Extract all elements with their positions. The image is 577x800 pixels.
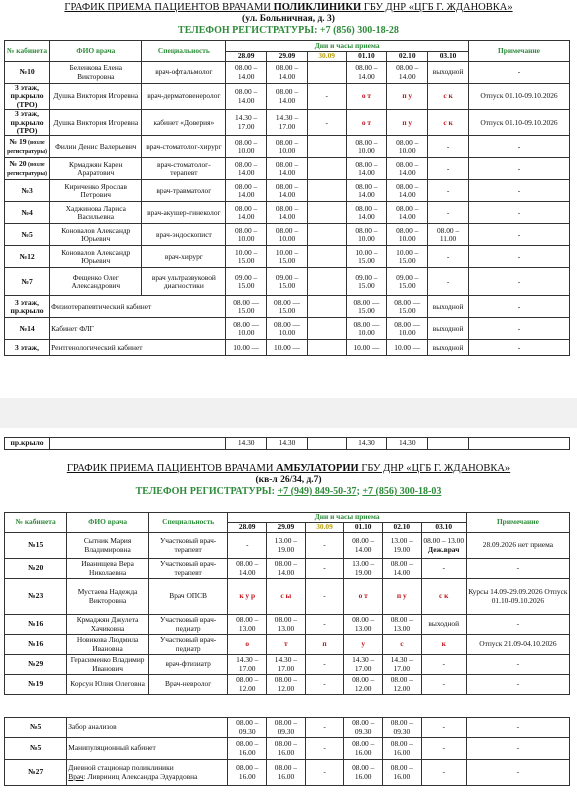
schedule-cell: у	[344, 635, 383, 655]
schedule-cell: 10.00 – 15.00	[387, 246, 428, 268]
cabinet-cell: №19	[5, 675, 67, 695]
table-row	[5, 738, 570, 760]
col-fio-header: ФИО врача	[67, 513, 149, 533]
table-row	[5, 224, 570, 246]
strip-day: 14.30	[267, 438, 308, 450]
specialty: Врач-невролог	[148, 675, 227, 695]
doctor-name: Корсун Юлия Олеговна	[67, 675, 149, 695]
polyclinic-address: (ул. Больничная, д. 3)	[242, 14, 335, 24]
note-cell: -	[468, 62, 569, 84]
schedule-cell: 08.00 – 14.00	[226, 158, 267, 180]
cabinet-name: Забор анализов	[67, 718, 228, 738]
table-row	[5, 202, 570, 224]
schedule-cell: п у	[387, 110, 428, 136]
cabinet-cell: №5	[5, 224, 50, 246]
schedule-cell: к	[421, 635, 466, 655]
table-row	[5, 760, 570, 786]
schedule-cell: 10.00 – 15.00	[267, 246, 308, 268]
cabinet-name: Дневной стационар поликлиники Врач: Ливриниц Александра Эдуардовна	[67, 760, 228, 786]
schedule-cell: 08.00 – 13.00	[228, 615, 267, 635]
note-cell: -	[468, 180, 569, 202]
col-days-header: Дни и часы приема	[228, 513, 466, 523]
specialty: врач-травматолог	[142, 180, 226, 202]
doctor-name: Душка Виктория Игоревна	[50, 84, 142, 110]
ambulatory-phone: ТЕЛЕФОН РЕГИСТРАТУРЫ: +7 (949) 849-50-37; +7 (856) 300-18-03	[135, 486, 442, 497]
note-cell: -	[468, 246, 569, 268]
note-cell: -	[466, 760, 569, 786]
strip-day: 14.30	[346, 438, 387, 450]
schedule-cell: -	[428, 202, 469, 224]
schedule-cell: с к	[421, 579, 466, 615]
schedule-cell: 08.00 – 14.00	[346, 158, 387, 180]
schedule-cell: 08.00 – 14.00	[267, 62, 308, 84]
cabinet-cell: №16	[5, 635, 67, 655]
col-spec-header: Специальность	[142, 41, 226, 62]
date-header: 29.09	[267, 52, 308, 62]
schedule-cell: 10.00 —	[267, 340, 308, 356]
schedule-cell: 08.00 – 14.00	[267, 158, 308, 180]
schedule-cell: 08.00 – 10.00	[226, 136, 267, 158]
schedule-cell: 08.00 – 14.00	[387, 180, 428, 202]
schedule-cell: о т	[346, 84, 387, 110]
doctor-name: Иванищева Вера Николаевна	[67, 559, 149, 579]
schedule-cell: с к	[428, 110, 469, 136]
schedule-cell: -	[305, 760, 344, 786]
schedule-cell: выходной	[428, 62, 469, 84]
table-row	[5, 718, 570, 738]
schedule-cell: 09.00 – 15.00	[267, 268, 308, 296]
schedule-cell: 08.00 – 14.00	[226, 62, 267, 84]
doctor-name: Крмаджян Карен Араратович	[50, 158, 142, 180]
cabinet-cell: №15	[5, 533, 67, 559]
schedule-cell: 08.00 – 13.00	[267, 615, 306, 635]
note-cell: Курсы 14.09-29.09.2026 Отпуск 01.10-09.10.2026	[466, 579, 569, 615]
schedule-cell: -	[428, 180, 469, 202]
schedule-cell: 08.00 — 15.00	[346, 296, 387, 318]
specialty: Участковый врач-терапевт	[148, 559, 227, 579]
doctor-name: Кириченко Ярослав Петрович	[50, 180, 142, 202]
cabinet-cell: №14	[5, 318, 50, 340]
page-break	[0, 398, 577, 428]
cabinet-cell: №4	[5, 202, 50, 224]
schedule-cell: -	[305, 615, 344, 635]
strip-note	[468, 438, 569, 450]
schedule-cell: 08.00 – 16.00	[344, 738, 383, 760]
doctor-name: Сытник Мария Владимировна	[67, 533, 149, 559]
schedule-cell: 08.00 – 14.00	[267, 180, 308, 202]
ambulatory-header	[0, 463, 577, 498]
schedule-cell: -	[421, 738, 466, 760]
schedule-cell: 14.30 – 17.00	[383, 655, 422, 675]
note-cell: -	[468, 136, 569, 158]
col-cab-header: № кабинета	[5, 41, 50, 62]
table-row	[5, 180, 570, 202]
table-row	[5, 318, 570, 340]
date-header: 03.10	[421, 523, 466, 533]
cabinet-name: Кабинет ФЛГ	[50, 318, 226, 340]
table-row	[5, 579, 570, 615]
schedule-cell: п у	[387, 84, 428, 110]
note-cell: -	[468, 202, 569, 224]
schedule-cell: 08.00 – 14.00	[228, 559, 267, 579]
schedule-cell: 08.00 – 13.00 Деж.врач	[421, 533, 466, 559]
doctor-name: Коновалов Александр Юрьевич	[50, 246, 142, 268]
specialty: Участковый врач-терапевт	[148, 533, 227, 559]
schedule-cell: т	[267, 635, 306, 655]
doctor-name: Беленкова Елена Викторовна	[50, 62, 142, 84]
ambulatory-address: (кв-л 26/34, д.7)	[255, 475, 322, 485]
schedule-cell	[307, 296, 346, 318]
schedule-cell: 08.00 – 14.00	[267, 202, 308, 224]
schedule-cell: 13.00 – 19.00	[344, 559, 383, 579]
note-cell: -	[468, 268, 569, 296]
doctor-name: Душка Виктория Игоревна	[50, 110, 142, 136]
doctor-name: Коновалов Александр Юрьевич	[50, 224, 142, 246]
col-days-header: Дни и часы приема	[226, 41, 469, 52]
schedule-cell	[307, 136, 346, 158]
schedule-cell: 08.00 – 16.00	[383, 738, 422, 760]
specialty: врач-стоматолог-терапевт	[142, 158, 226, 180]
schedule-cell: 08.00 – 12.00	[228, 675, 267, 695]
phone-link-1[interactable]: +7 (949) 849-50-37	[277, 486, 357, 497]
table-row	[5, 62, 570, 84]
table-row	[5, 246, 570, 268]
date-header: 28.09	[226, 52, 267, 62]
specialty: Участковый врач-педиатр	[148, 615, 227, 635]
cabinet-cell: №7	[5, 268, 50, 296]
cabinet-cell: №3	[5, 180, 50, 202]
schedule-cell: 08.00 – 13.00	[383, 615, 422, 635]
schedule-cell: выходной	[421, 615, 466, 635]
schedule-cell: 08.00 – 16.00	[267, 760, 306, 786]
schedule-cell: 08.00 – 09.30	[344, 718, 383, 738]
schedule-cell: 08.00 – 14.00	[346, 180, 387, 202]
col-cab-header: № кабинета	[5, 513, 67, 533]
table-row	[5, 340, 570, 356]
schedule-cell: 10.00 – 15.00	[346, 246, 387, 268]
schedule-cell: 08.00 — 15.00	[387, 296, 428, 318]
polyclinic-phone: ТЕЛЕФОН РЕГИСТРАТУРЫ: +7 (856) 300-18-28	[178, 25, 399, 36]
schedule-cell: о т	[346, 110, 387, 136]
cabinet-cell: №16	[5, 615, 67, 635]
schedule-cell: -	[305, 738, 344, 760]
col-fio-header: ФИО врача	[50, 41, 142, 62]
date-header: 28.09	[228, 523, 267, 533]
strip-cab: пр.крыло	[5, 438, 50, 450]
schedule-cell: 08.00 – 09.30	[267, 718, 306, 738]
cabinet-cell: 3 этаж, пр.крыло	[5, 296, 50, 318]
schedule-cell: 10.00 —	[346, 340, 387, 356]
specialty: врач-офтальмолог	[142, 62, 226, 84]
polyclinic-schedule-table	[4, 40, 570, 356]
doctor-name: Крмаджян Джулета Хачиковна	[67, 615, 149, 635]
schedule-cell: о	[228, 635, 267, 655]
col-note-header: Примечание	[466, 513, 569, 533]
schedule-cell: 08.00 – 16.00	[383, 760, 422, 786]
ambulatory-cabinets-table	[4, 717, 570, 786]
schedule-cell: -	[428, 136, 469, 158]
col-note-header: Примечание	[468, 41, 569, 62]
ambulatory-schedule-table	[4, 512, 570, 695]
schedule-cell: 08.00 – 12.00	[383, 675, 422, 695]
note-cell: 28.09.2026 нет приема	[466, 533, 569, 559]
schedule-cell: -	[305, 533, 344, 559]
cabinet-cell: №10	[5, 62, 50, 84]
schedule-cell: 10.00 —	[387, 340, 428, 356]
cabinet-name: Манипуляционный кабинет	[67, 738, 228, 760]
table-row	[5, 110, 570, 136]
cabinet-name: Физиотерапевтический кабинет	[50, 296, 226, 318]
doctor-name: Филин Денис Валерьевич	[50, 136, 142, 158]
specialty: врач-хирург	[142, 246, 226, 268]
doctor-name: Фещенко Олег Александрович	[50, 268, 142, 296]
schedule-cell: 08.00 – 14.00	[267, 84, 308, 110]
strip-name	[50, 438, 226, 450]
phone-link-2[interactable]: +7 (856) 300-18-03	[362, 486, 442, 497]
schedule-cell: 08.00 – 14.00	[387, 62, 428, 84]
schedule-cell: -	[421, 559, 466, 579]
schedule-cell: о т	[344, 579, 383, 615]
schedule-cell: 08.00 – 14.00	[267, 559, 306, 579]
schedule-cell: -	[428, 268, 469, 296]
note-cell: -	[466, 738, 569, 760]
schedule-cell: 08.00 – 16.00	[344, 760, 383, 786]
schedule-cell: 10.00 —	[226, 340, 267, 356]
schedule-cell: 09.00 – 15.00	[226, 268, 267, 296]
strip-day	[428, 438, 469, 450]
cabinet-cell: №29	[5, 655, 67, 675]
schedule-cell: 08.00 – 14.00	[226, 84, 267, 110]
date-header: 01.10	[344, 523, 383, 533]
schedule-cell: -	[305, 675, 344, 695]
schedule-cell: с	[383, 635, 422, 655]
schedule-cell: -	[421, 655, 466, 675]
schedule-cell: 08.00 – 10.00	[346, 224, 387, 246]
table-row	[5, 615, 570, 635]
note-cell: -	[466, 559, 569, 579]
schedule-cell: с к	[428, 84, 469, 110]
col-spec-header: Специальность	[148, 513, 227, 533]
schedule-cell: выходной	[428, 340, 469, 356]
schedule-cell	[307, 340, 346, 356]
schedule-cell: п	[305, 635, 344, 655]
note-cell: -	[468, 224, 569, 246]
schedule-cell: -	[305, 655, 344, 675]
polyclinic-continuation-strip	[4, 437, 570, 450]
specialty: врач-дерматовенеролог	[142, 84, 226, 110]
cabinet-name: Рентгенологический кабинет	[50, 340, 226, 356]
schedule-cell	[307, 202, 346, 224]
schedule-cell: 08.00 – 12.00	[267, 675, 306, 695]
date-header: 02.10	[383, 523, 422, 533]
schedule-cell: 08.00 – 12.00	[344, 675, 383, 695]
cabinet-cell: №20	[5, 559, 67, 579]
note-cell: -	[468, 318, 569, 340]
doctor-name: Новикова Людмила Ивановна	[67, 635, 149, 655]
schedule-cell: 08.00 – 10.00	[387, 136, 428, 158]
schedule-cell: 14.30 – 17.00	[267, 110, 308, 136]
schedule-cell: 08.00 – 10.00	[387, 224, 428, 246]
schedule-cell: 13.00 – 19.00	[267, 533, 306, 559]
doctor-name: Мустаева Надежда Викторовна	[67, 579, 149, 615]
note-cell: -	[468, 340, 569, 356]
schedule-cell: -	[428, 246, 469, 268]
schedule-cell: 08.00 – 09.30	[228, 718, 267, 738]
schedule-cell	[307, 268, 346, 296]
schedule-cell: 08.00 – 14.00	[383, 559, 422, 579]
schedule-cell: с ы	[267, 579, 306, 615]
schedule-cell: -	[421, 675, 466, 695]
table-row	[5, 655, 570, 675]
note-cell: -	[468, 158, 569, 180]
table-row	[5, 268, 570, 296]
note-cell: -	[466, 718, 569, 738]
schedule-cell: 08.00 – 16.00	[267, 738, 306, 760]
schedule-cell: 08.00 – 16.00	[228, 738, 267, 760]
table-row	[5, 158, 570, 180]
schedule-cell	[307, 180, 346, 202]
table-row	[5, 559, 570, 579]
schedule-cell	[307, 62, 346, 84]
schedule-cell: 08.00 — 10.00	[387, 318, 428, 340]
table-row	[5, 296, 570, 318]
schedule-cell: 08.00 – 10.00	[267, 136, 308, 158]
cabinet-cell: №5	[5, 718, 67, 738]
schedule-cell: 14.30 – 17.00	[344, 655, 383, 675]
schedule-cell: 08.00 — 10.00	[346, 318, 387, 340]
date-header: 01.10	[346, 52, 387, 62]
ambulatory-title: ГРАФИК ПРИЕМА ПАЦИЕНТОВ ВРАЧАМИ АМБУЛАТОРИИ ГБУ ДНР «ЦГБ Г. ЖДАНОВКА»	[66, 463, 511, 474]
schedule-cell: 08.00 – 14.00	[226, 180, 267, 202]
schedule-cell: выходной	[428, 296, 469, 318]
strip-day: 14.30	[226, 438, 267, 450]
strip-day	[307, 438, 346, 450]
schedule-cell: к у р	[228, 579, 267, 615]
schedule-cell: 14.30 – 17.00	[226, 110, 267, 136]
table-row	[5, 675, 570, 695]
schedule-cell	[307, 224, 346, 246]
note-cell: -	[468, 296, 569, 318]
cabinet-cell: 3 этаж,	[5, 340, 50, 356]
specialty: врач-стоматолог-хирург	[142, 136, 226, 158]
schedule-cell	[307, 246, 346, 268]
schedule-cell: 08.00 – 14.00	[387, 202, 428, 224]
cabinet-cell: № 20 (возле регистратуры)	[5, 158, 50, 180]
schedule-cell: -	[305, 579, 344, 615]
schedule-cell: 14.30 – 17.00	[267, 655, 306, 675]
cabinet-cell: № 19 (возле регистратуры)	[5, 136, 50, 158]
schedule-cell: 08.00 – 14.00	[346, 202, 387, 224]
schedule-cell: 08.00 – 10.00	[267, 224, 308, 246]
schedule-cell: -	[228, 533, 267, 559]
schedule-cell: 09.00 – 15.00	[346, 268, 387, 296]
cabinet-cell: №5	[5, 738, 67, 760]
schedule-cell: 08.00 – 16.00	[228, 760, 267, 786]
schedule-cell: 08.00 – 14.00	[346, 62, 387, 84]
schedule-cell: 08.00 – 10.00	[226, 224, 267, 246]
schedule-cell	[307, 318, 346, 340]
schedule-cell: -	[421, 760, 466, 786]
strip-day: 14.30	[387, 438, 428, 450]
table-row	[5, 533, 570, 559]
specialty: кабинет «Доверия»	[142, 110, 226, 136]
schedule-cell: -	[307, 110, 346, 136]
polyclinic-header	[0, 2, 577, 37]
schedule-cell: п у	[383, 579, 422, 615]
specialty: Врач ОПСВ	[148, 579, 227, 615]
date-header: 30.09	[305, 523, 344, 533]
schedule-cell: 08.00 – 14.00	[387, 158, 428, 180]
schedule-cell: 08.00 — 15.00	[226, 296, 267, 318]
schedule-cell: 08.00 – 13.00	[344, 615, 383, 635]
schedule-cell: 09.00 – 15.00	[387, 268, 428, 296]
table-row	[5, 136, 570, 158]
schedule-cell: 08.00 — 15.00	[267, 296, 308, 318]
schedule-cell: 08.00 – 10.00	[346, 136, 387, 158]
schedule-cell: 10.00 – 15.00	[226, 246, 267, 268]
schedule-cell: 08.00 – 14.00	[344, 533, 383, 559]
cabinet-cell: 3 этаж, пр.крыло (ТРО)	[5, 84, 50, 110]
note-cell: Отпуск 01.10-09.10.2026	[468, 84, 569, 110]
schedule-cell: 08.00 – 14.00	[226, 202, 267, 224]
schedule-cell: -	[305, 718, 344, 738]
specialty: Участковый врач-педиатр	[148, 635, 227, 655]
schedule-cell: -	[428, 158, 469, 180]
note-cell: Отпуск 01.10-09.10.2026	[468, 110, 569, 136]
doctor-name: Хаджинова Лариса Васильевна	[50, 202, 142, 224]
specialty: врач-эндоскопист	[142, 224, 226, 246]
schedule-cell: 08.00 — 10.00	[226, 318, 267, 340]
schedule-cell: 08.00 – 09.30	[383, 718, 422, 738]
table-row	[5, 635, 570, 655]
date-header: 03.10	[428, 52, 469, 62]
cabinet-cell: №12	[5, 246, 50, 268]
schedule-cell: -	[307, 84, 346, 110]
schedule-cell: выходной	[428, 318, 469, 340]
date-header: 29.09	[267, 523, 306, 533]
schedule-cell: 08.00 — 10.00	[267, 318, 308, 340]
schedule-cell: 14.30 – 17.00	[228, 655, 267, 675]
note-cell: -	[466, 655, 569, 675]
cabinet-cell: №23	[5, 579, 67, 615]
date-header: 30.09	[307, 52, 346, 62]
schedule-cell: -	[421, 718, 466, 738]
date-header: 02.10	[387, 52, 428, 62]
schedule-cell: 13.00 – 19.00	[383, 533, 422, 559]
note-cell: Отпуск 21.09-04.10.2026	[466, 635, 569, 655]
table-row	[5, 84, 570, 110]
doctor-name: Герасименко Владимир Иванович	[67, 655, 149, 675]
note-cell: -	[466, 675, 569, 695]
schedule-cell: -	[305, 559, 344, 579]
specialty: врач-фтизиатр	[148, 655, 227, 675]
cabinet-cell: 3 этаж, пр.крыло (ТРО)	[5, 110, 50, 136]
note-cell: -	[466, 615, 569, 635]
cabinet-cell: №27	[5, 760, 67, 786]
schedule-cell: 08.00 – 11.00	[428, 224, 469, 246]
specialty: врач ультразвуковой диагностики	[142, 268, 226, 296]
schedule-cell	[307, 158, 346, 180]
specialty: врач-акушер-гинеколог	[142, 202, 226, 224]
polyclinic-title: ГРАФИК ПРИЕМА ПАЦИЕНТОВ ВРАЧАМИ ПОЛИКЛИНИКИ ГБУ ДНР «ЦГБ Г. ЖДАНОВКА»	[64, 2, 513, 13]
